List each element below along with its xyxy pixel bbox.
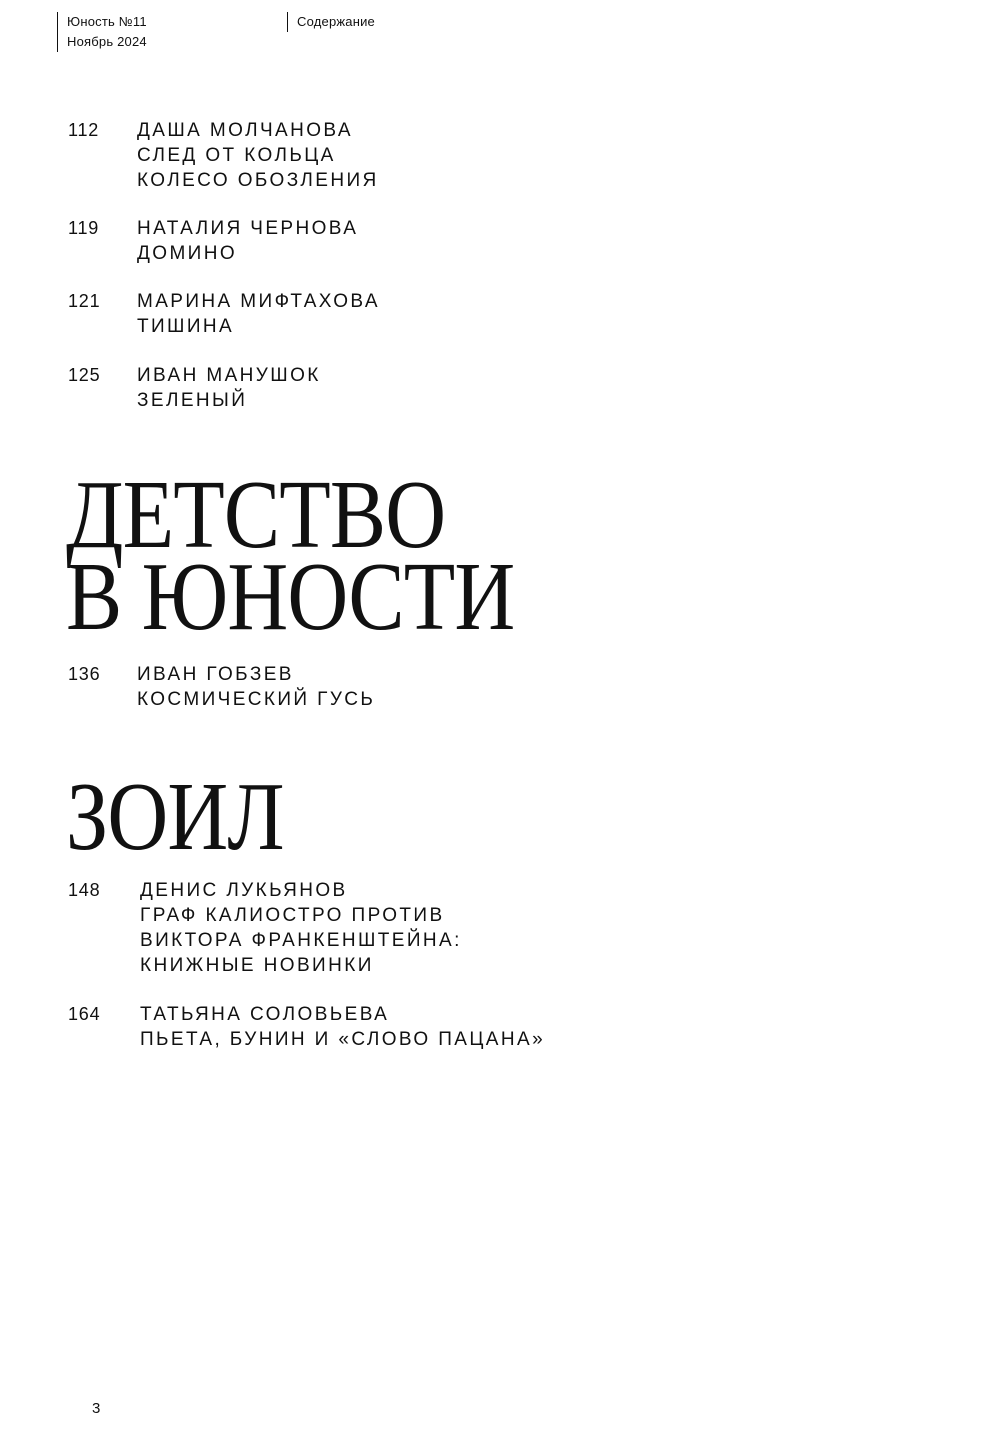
work-title: ТИШИНА <box>137 316 235 337</box>
work-title: КОЛЕСО ОБОЗЛЕНИЯ <box>137 170 379 191</box>
section-header <box>287 12 375 32</box>
section-title-childhood <box>66 461 515 651</box>
section-title-line: В ЮНОСТИ <box>66 543 515 651</box>
page-number: 112 <box>68 120 100 140</box>
work-title: СЛЕД ОТ КОЛЬЦА <box>137 145 336 166</box>
section-title-zoil: ЗОИЛ <box>66 763 284 871</box>
page-folio: 3 <box>92 1400 101 1417</box>
author-name: ТАТЬЯНА СОЛОВЬЕВА <box>140 1004 390 1025</box>
author-name: ДАША МОЛЧАНОВА <box>137 120 353 141</box>
work-title: ГРАФ КАЛИОСТРО ПРОТИВ <box>140 905 445 926</box>
author-name: ИВАН МАНУШОК <box>137 365 321 386</box>
work-title: ДОМИНО <box>137 243 238 264</box>
work-title: ПЬЕТА, БУНИН И «СЛОВО ПАЦАНА» <box>140 1029 546 1050</box>
author-name: НАТАЛИЯ ЧЕРНОВА <box>137 218 359 239</box>
author-name: ДЕНИС ЛУКЬЯНОВ <box>140 880 348 901</box>
work-title: КОСМИЧЕСКИЙ ГУСЬ <box>137 689 376 710</box>
section-label: Содержание <box>297 14 375 29</box>
page-number: 125 <box>68 365 101 385</box>
work-title: ВИКТОРА ФРАНКЕНШТЕЙНА: <box>140 930 462 951</box>
section-title-line: ДЕТСТВО <box>66 461 446 569</box>
page-number: 121 <box>68 291 101 311</box>
page-number: 164 <box>68 1004 101 1024</box>
page-number: 148 <box>68 880 101 900</box>
issue-date: Ноябрь 2024 <box>67 34 147 49</box>
work-title: ЗЕЛЕНЫЙ <box>137 390 248 411</box>
magazine-title: Юность №11 <box>67 14 147 29</box>
magazine-header <box>57 12 147 52</box>
work-title: КНИЖНЫЕ НОВИНКИ <box>140 955 374 976</box>
author-name: ИВАН ГОБЗЕВ <box>137 664 294 685</box>
page-number: 119 <box>68 218 100 238</box>
author-name: МАРИНА МИФТАХОВА <box>137 291 380 312</box>
page-number: 136 <box>68 664 101 684</box>
